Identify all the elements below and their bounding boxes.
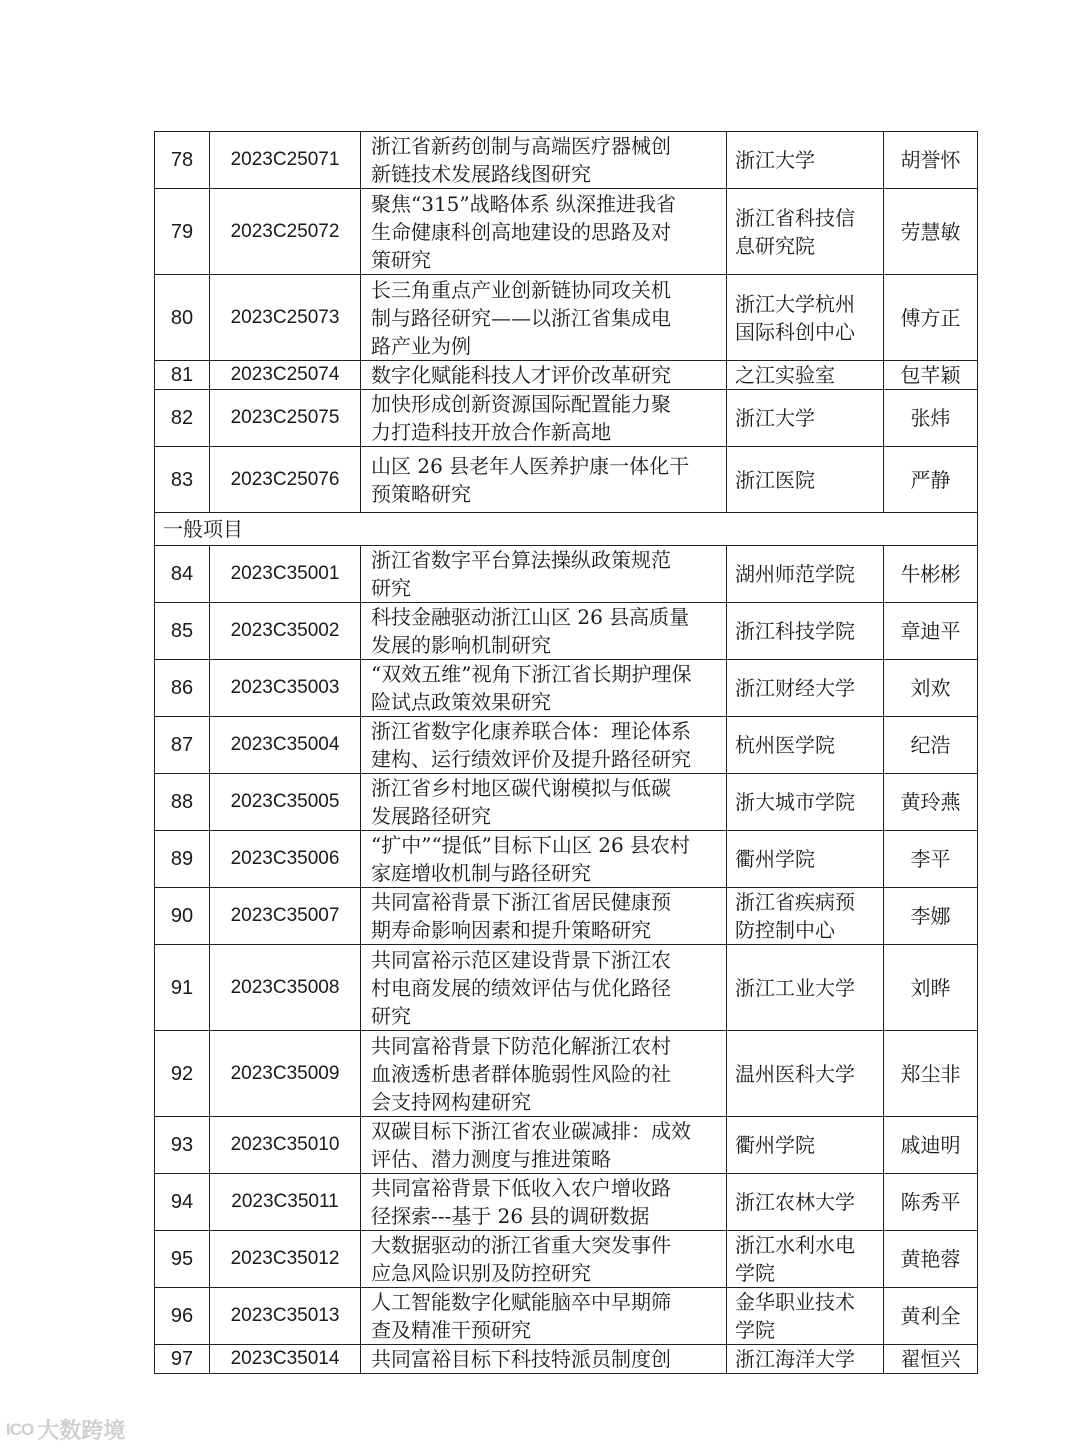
project-leader: 郑尘非 <box>884 1031 978 1117</box>
table-row <box>155 1231 978 1288</box>
project-leader: 翟恒兴 <box>884 1345 978 1374</box>
project-code: 2023C35003 <box>210 660 361 717</box>
project-title-line: 浙江省数字平台算法操纵政策规范 <box>371 548 671 572</box>
project-title <box>361 361 727 390</box>
project-title-line: 浙江省乡村地区碳代谢模拟与低碳 <box>371 776 671 800</box>
project-leader: 张炜 <box>884 390 978 447</box>
project-title-line: 双碳目标下浙江省农业碳减排：成效 <box>371 1119 691 1143</box>
project-title-line: 路产业为例 <box>371 333 471 358</box>
project-code: 2023C25073 <box>210 275 361 361</box>
project-leader: 严静 <box>884 447 978 513</box>
project-table-body <box>155 132 978 1374</box>
project-code: 2023C25076 <box>210 447 361 513</box>
table-row <box>155 1031 978 1117</box>
organization <box>727 546 884 603</box>
organization-line: 学院 <box>735 1261 775 1285</box>
project-leader: 李娜 <box>884 888 978 945</box>
organization <box>727 1231 884 1288</box>
organization-line: 息研究院 <box>735 233 815 258</box>
row-number: 90 <box>155 888 210 945</box>
project-leader: 陈秀平 <box>884 1174 978 1231</box>
table-row <box>155 660 978 717</box>
table-row <box>155 774 978 831</box>
table-row <box>155 390 978 447</box>
project-code: 2023C35012 <box>210 1231 361 1288</box>
project-code: 2023C35004 <box>210 717 361 774</box>
table-row <box>155 888 978 945</box>
project-title <box>361 945 727 1031</box>
project-title <box>361 660 727 717</box>
organization <box>727 390 884 447</box>
row-number: 79 <box>155 189 210 275</box>
project-title-line: 制与路径研究——以浙江省集成电 <box>371 305 671 330</box>
table-row <box>155 831 978 888</box>
project-title <box>361 603 727 660</box>
project-leader: 黄利全 <box>884 1288 978 1345</box>
organization-line: 湖州师范学院 <box>735 562 855 586</box>
row-number: 95 <box>155 1231 210 1288</box>
organization-line: 浙江工业大学 <box>735 975 855 1000</box>
organization-line: 金华职业技术 <box>735 1290 855 1314</box>
project-title-line: 共同富裕示范区建设背景下浙江农 <box>371 947 671 972</box>
project-title-line: “双效五维”视角下浙江省长期护理保 <box>371 662 692 686</box>
table-row <box>155 1117 978 1174</box>
project-code: 2023C35001 <box>210 546 361 603</box>
organization-line: 浙江农林大学 <box>735 1190 855 1214</box>
project-leader: 胡誉怀 <box>884 132 978 189</box>
row-number: 96 <box>155 1288 210 1345</box>
table-row <box>155 447 978 513</box>
project-code: 2023C35002 <box>210 603 361 660</box>
project-title-line: 科技金融驱动浙江山区 26 县高质量 <box>371 605 690 629</box>
organization <box>727 774 884 831</box>
organization-line: 防控制中心 <box>735 918 835 942</box>
table-row <box>155 189 978 275</box>
organization-line: 衢州学院 <box>735 847 815 871</box>
project-title-line: 径探索---基于 26 县的调研数据 <box>371 1204 650 1228</box>
project-title <box>361 132 727 189</box>
organization-line: 国际科创中心 <box>735 319 855 344</box>
project-leader: 黄艳蓉 <box>884 1231 978 1288</box>
project-title <box>361 189 727 275</box>
organization-line: 衢州学院 <box>735 1133 815 1157</box>
project-title <box>361 1231 727 1288</box>
organization-line: 浙江科技学院 <box>735 619 855 643</box>
project-title-line: 共同富裕背景下低收入农户增收路 <box>371 1176 671 1200</box>
project-title <box>361 717 727 774</box>
project-title-line: 险试点政策效果研究 <box>371 690 551 714</box>
row-number: 97 <box>155 1345 210 1374</box>
project-code: 2023C35009 <box>210 1031 361 1117</box>
project-title-line: 研究 <box>371 576 411 600</box>
project-leader: 纪浩 <box>884 717 978 774</box>
project-title <box>361 1345 727 1374</box>
project-title-line: 期寿命影响因素和提升策略研究 <box>371 918 651 942</box>
project-title-line: 血液透析患者群体脆弱性风险的社 <box>371 1061 671 1086</box>
project-leader: 黄玲燕 <box>884 774 978 831</box>
organization-line: 杭州医学院 <box>735 733 835 757</box>
row-number: 85 <box>155 603 210 660</box>
organization <box>727 447 884 513</box>
row-number: 88 <box>155 774 210 831</box>
organization <box>727 1117 884 1174</box>
project-title-line: 新链技术发展路线图研究 <box>371 162 591 186</box>
project-title <box>361 447 727 513</box>
row-number: 93 <box>155 1117 210 1174</box>
row-number: 80 <box>155 275 210 361</box>
organization-line: 浙江水利水电 <box>735 1233 855 1257</box>
project-title <box>361 888 727 945</box>
organization <box>727 717 884 774</box>
table-row <box>155 132 978 189</box>
project-code: 2023C35010 <box>210 1117 361 1174</box>
project-leader: 刘晔 <box>884 945 978 1031</box>
organization <box>727 945 884 1031</box>
organization <box>727 189 884 275</box>
project-title <box>361 1174 727 1231</box>
table-row <box>155 1345 978 1374</box>
row-number: 84 <box>155 546 210 603</box>
project-title-line: 预策略研究 <box>371 481 471 506</box>
project-code: 2023C35007 <box>210 888 361 945</box>
project-code: 2023C35008 <box>210 945 361 1031</box>
project-title-line: 研究 <box>371 1003 411 1028</box>
project-title-line: 共同富裕背景下浙江省居民健康预 <box>371 890 671 914</box>
project-code: 2023C25071 <box>210 132 361 189</box>
project-code: 2023C35006 <box>210 831 361 888</box>
table-row <box>155 945 978 1031</box>
project-title-line: 人工智能数字化赋能脑卒中早期筛 <box>371 1290 671 1314</box>
watermark-text: 大数跨境 <box>37 1419 126 1444</box>
project-code: 2023C25075 <box>210 390 361 447</box>
project-title-line: 生命健康科创高地建设的思路及对 <box>371 219 671 244</box>
table-row <box>155 275 978 361</box>
project-code: 2023C35005 <box>210 774 361 831</box>
project-title <box>361 546 727 603</box>
project-title <box>361 1031 727 1117</box>
project-title-line: 村电商发展的绩效评估与优化路径 <box>371 975 671 1000</box>
organization-line: 浙大城市学院 <box>735 790 855 814</box>
project-title-line: 加快形成创新资源国际配置能力聚 <box>371 392 671 416</box>
project-title <box>361 1288 727 1345</box>
project-leader: 戚迪明 <box>884 1117 978 1174</box>
row-number: 94 <box>155 1174 210 1231</box>
project-title-line: 聚焦“315”战略体系 纵深推进我省 <box>371 191 676 216</box>
organization <box>727 1345 884 1374</box>
organization <box>727 132 884 189</box>
organization <box>727 361 884 390</box>
project-title-line: 查及精准干预研究 <box>371 1318 531 1342</box>
row-number: 86 <box>155 660 210 717</box>
project-leader: 李平 <box>884 831 978 888</box>
organization <box>727 888 884 945</box>
organization <box>727 603 884 660</box>
project-code: 2023C35013 <box>210 1288 361 1345</box>
project-leader: 傅方正 <box>884 275 978 361</box>
organization <box>727 660 884 717</box>
row-number: 91 <box>155 945 210 1031</box>
organization <box>727 1288 884 1345</box>
organization <box>727 831 884 888</box>
project-leader: 牛彬彬 <box>884 546 978 603</box>
project-title-line: 数字化赋能科技人才评价改革研究 <box>371 363 671 387</box>
project-title-line: 应急风险识别及防控研究 <box>371 1261 591 1285</box>
organization-line: 之江实验室 <box>735 363 835 387</box>
organization <box>727 1031 884 1117</box>
organization-line: 浙江大学杭州 <box>735 291 855 316</box>
project-title-line: 大数据驱动的浙江省重大突发事件 <box>371 1233 671 1257</box>
row-number: 78 <box>155 132 210 189</box>
project-title-line: 家庭增收机制与路径研究 <box>371 861 591 885</box>
table-row <box>155 361 978 390</box>
organization-line: 浙江大学 <box>735 148 815 172</box>
organization <box>727 275 884 361</box>
row-number: 92 <box>155 1031 210 1117</box>
project-title-line: 发展的影响机制研究 <box>371 633 551 657</box>
project-code: 2023C35011 <box>210 1174 361 1231</box>
table-row <box>155 546 978 603</box>
project-title-line: 山区 26 县老年人医养护康一体化干 <box>371 453 690 478</box>
organization-line: 浙江省科技信 <box>735 205 855 230</box>
organization-line: 浙江财经大学 <box>735 676 855 700</box>
project-title-line: 长三角重点产业创新链协同攻关机 <box>371 277 671 302</box>
project-code: 2023C25072 <box>210 189 361 275</box>
project-title-line: 共同富裕背景下防范化解浙江农村 <box>371 1033 671 1058</box>
row-number: 87 <box>155 717 210 774</box>
project-title-line: 评估、潜力测度与推进策略 <box>371 1147 611 1171</box>
project-title-line: 会支持网构建研究 <box>371 1089 531 1114</box>
row-number: 81 <box>155 361 210 390</box>
table-row <box>155 1288 978 1345</box>
row-number: 83 <box>155 447 210 513</box>
organization-line: 浙江海洋大学 <box>735 1347 855 1371</box>
project-title <box>361 831 727 888</box>
organization-line: 浙江省疾病预 <box>735 890 855 914</box>
project-title-line: 浙江省数字化康养联合体：理论体系 <box>371 719 691 743</box>
project-title <box>361 774 727 831</box>
table-row <box>155 1174 978 1231</box>
project-code: 2023C25074 <box>210 361 361 390</box>
organization <box>727 1174 884 1231</box>
project-leader: 章迪平 <box>884 603 978 660</box>
project-leader: 刘欢 <box>884 660 978 717</box>
project-title-line: “扩中”“提低”目标下山区 26 县农村 <box>371 833 691 857</box>
project-title <box>361 1117 727 1174</box>
project-title <box>361 390 727 447</box>
table-row <box>155 717 978 774</box>
section-label: 一般项目 <box>155 513 978 546</box>
project-title-line: 发展路径研究 <box>371 804 491 828</box>
organization-line: 浙江大学 <box>735 406 815 430</box>
organization-line: 学院 <box>735 1318 775 1342</box>
organization-line: 温州医科大学 <box>735 1061 855 1086</box>
project-title-line: 力打造科技开放合作新高地 <box>371 420 611 444</box>
project-leader: 包芊颖 <box>884 361 978 390</box>
watermark-logo: ICO <box>6 1419 34 1439</box>
project-title-line: 浙江省新药创制与高端医疗器械创 <box>371 134 671 158</box>
project-title-line: 策研究 <box>371 247 431 272</box>
project-title-line: 共同富裕目标下科技特派员制度创 <box>371 1347 671 1371</box>
organization-line: 浙江医院 <box>735 467 815 492</box>
section-row <box>155 513 978 546</box>
row-number: 89 <box>155 831 210 888</box>
project-leader: 劳慧敏 <box>884 189 978 275</box>
table-row <box>155 603 978 660</box>
project-title <box>361 275 727 361</box>
project-table <box>154 131 978 1374</box>
project-title-line: 建构、运行绩效评价及提升路径研究 <box>371 747 691 771</box>
watermark <box>6 1414 125 1445</box>
row-number: 82 <box>155 390 210 447</box>
project-code: 2023C35014 <box>210 1345 361 1374</box>
